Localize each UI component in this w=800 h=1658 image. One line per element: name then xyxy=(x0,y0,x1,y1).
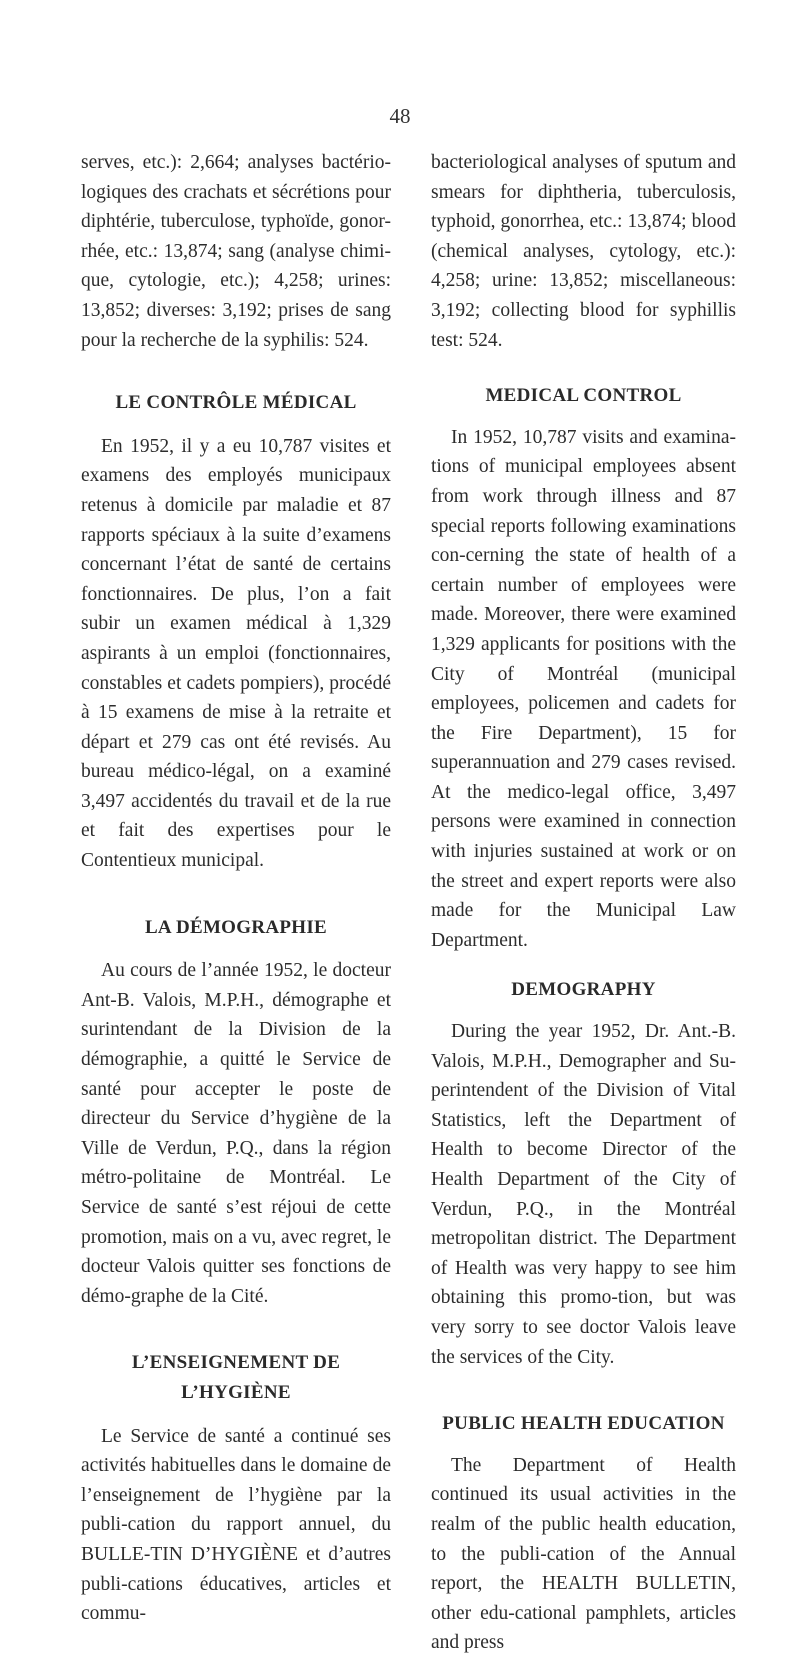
fr-heading-demographie: LA DÉMOGRAPHIE xyxy=(144,916,328,938)
en-control-paragraph: In 1952, 10,787 visits and examina-tions of municipal employees absent from work through illness and 87 special reports following examinations con-cerning the state of health of a certain number of employees were made. Moreover, there were examined 1,329 applicants for positions with the City of Montréal (municipal employees, policemen and cadets for the Fire Department), 15 for superannuation and 279 cases revised. At the medico-legal office, 3,497 persons were examined in connection with injuries sustained at work or on the street and expert reports were also made for the Municipal Law Department. xyxy=(431,426,736,951)
en-intro-paragraph: bacteriological analyses of sputum and smears for diphtheria, tuberculosis, typhoid, gonorrhea, etc.: 13,874; blood (chemical analyses, cytology, etc.): 4,258; urine: 13,852; miscellaneous: 3,192; collecting blood for syphillis test: 524. xyxy=(431,152,736,351)
fr-demographie-paragraph: Au cours de l’année 1952, le docteur Ant-B. Valois, M.P.H., démographe et surintendant de la Division de la démographie, a quitté le Service de santé pour accepter le poste de directeur du Service d’hygiène de la Ville de Verdun, P.Q., dans la région métro-politaine de Montréal. Le Service de santé s’est réjoui de cette promotion, mais on a vu, avec regret, le docteur Valois quitter ses fonctions de démo-graphe de la Cité. xyxy=(81,960,391,1307)
en-heading-demography: DEMOGRAPHY xyxy=(511,979,656,1001)
en-demography-paragraph: During the year 1952, Dr. Ant.-B. Valois, M.P.H., Demographer and Su-perintendent of the Division of Vital Statistics, left the Department of Health to become Director of the Health Department of the City of Verdun, P.Q., in the Montréal metropolitan district. The Department of Health was very happy to see him obtaining this promo-tion, but was very sorry to see doctor Valois leave the services of the City. xyxy=(431,1021,736,1368)
en-education-paragraph: The Department of Health continued its usual activities in the realm of the public health education, to the publi-cation of the Annual report, the HEALTH BULLETIN, other edu-cational pamphlets, articles and press xyxy=(431,1454,736,1654)
page-number: 48 xyxy=(389,104,411,128)
french-column xyxy=(81,148,391,1629)
english-column xyxy=(431,148,736,1658)
en-heading-medical-control: MEDICAL CONTROL xyxy=(485,385,682,407)
fr-enseignement-paragraph: Le Service de santé a continué ses activités habituelles dans le domaine de l’enseignement de l’hygiène par la publi-cation du rapport annuel, du BULLE-TIN D’HYGIÈNE et d’autres publi-cations éducatives, articles et commu- xyxy=(81,1425,391,1625)
fr-intro-paragraph: serves, etc.): 2,664; analyses bactério-logiques des crachats et sécrétions pour diphtérie, tuberculose, typhoïde, gonor-rhée, etc.: 13,874; sang (analyse chimi-que, cytologie, etc.); 4,258; urines: 13,852; diverses: 3,192; prises de sang pour la recherche de la syphilis: 524. xyxy=(81,152,391,351)
en-heading-public-health-education: PUBLIC HEALTH EDUCATION xyxy=(442,1413,725,1435)
fr-heading-enseignement: L’ENSEIGNEMENT DE L’HYGIÈNE xyxy=(131,1352,341,1403)
fr-heading-controle-medical: LE CONTRÔLE MÉDICAL xyxy=(115,392,357,414)
fr-controle-paragraph: En 1952, il y a eu 10,787 visites et examens des employés municipaux retenus à domicile par maladie et 87 rapports spéciaux à la suite d’examens concernant l’état de santé de certains fonctionnaires. De plus, l’on a fait subir un examen médical à 1,329 aspirants à un emploi (fonctionnaires, constables et cadets pompiers), procédé à 15 examens de mise à la retraite et départ et 279 cas ont été revisés. Au bureau médico-légal, on a examiné 3,497 accidentés du travail et de la rue et fait des expertises pour le Contentieux municipal. xyxy=(81,435,391,872)
